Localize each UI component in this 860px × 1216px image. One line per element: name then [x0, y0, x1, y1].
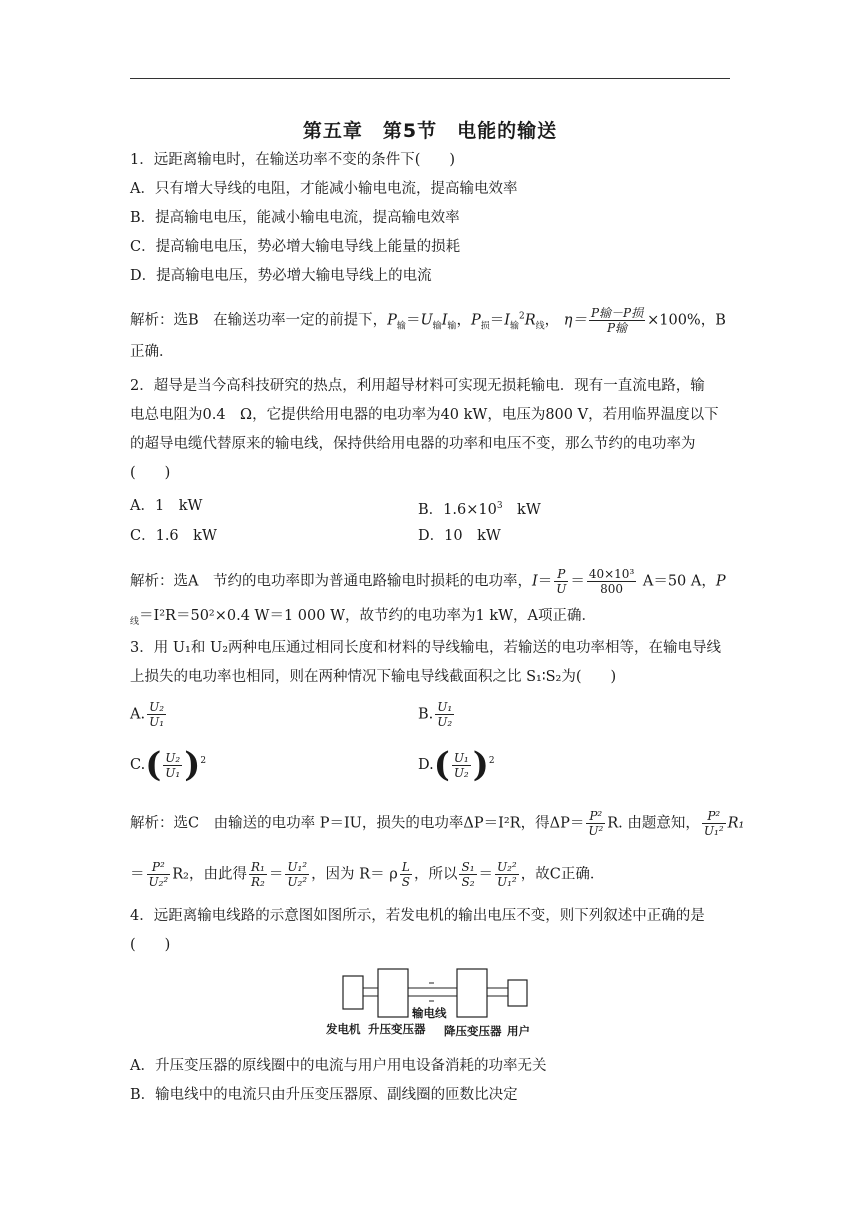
fraction-denominator: U₂ — [437, 715, 453, 729]
option-label: D. — [418, 757, 434, 773]
q3-answer-text: ，故C正确． — [520, 866, 605, 883]
q1-comma: ， — [544, 312, 560, 329]
q1-option-b: B．提高输电电压，能减小输电电流，提高输电效率 — [130, 210, 460, 226]
q3-answer-line2 — [130, 860, 604, 889]
q1-var: I — [441, 312, 448, 329]
q1-option-c: C．提高输电电压，势必增大输电导线上能量的损耗 — [130, 239, 461, 255]
page-title: 第五章 第5节 电能的输送 — [302, 120, 558, 142]
left-paren: ( — [433, 745, 450, 785]
q1-var: I — [504, 312, 510, 329]
q2-option-a: A．1 kW — [130, 498, 203, 514]
q4-option-a: A．升压变压器的原线圈中的电流与用户用电设备消耗的功率无关 — [130, 1058, 547, 1074]
q1-sub: 线 — [535, 321, 545, 332]
q1-efficiency-fraction — [589, 306, 645, 335]
fraction-denominator: U₂² — [287, 875, 308, 889]
fraction-numerator: P — [554, 567, 568, 582]
q3-option-a-fraction — [147, 700, 166, 729]
q3-answer-end: R₁ — [727, 815, 745, 832]
q1-comma: ， — [456, 312, 471, 329]
q1-var: P — [387, 312, 397, 329]
q1-sub: 输 — [447, 321, 457, 332]
transmission-diagram — [320, 965, 540, 1049]
q3-fraction — [147, 860, 171, 889]
fraction-denominator: U₁² — [703, 824, 724, 838]
q2-var: P — [715, 573, 726, 590]
q1-answer-line1: 解析：选B 在输送功率一定的前提下，$P_输=U_输I_输$，$P_损=I_输^2R_线$， η＝ $\frac{\text{P输－P损}}{\text{P输}}$ ×100%，B — [130, 306, 726, 335]
q3-answer-text: ，因为 R＝ ρ — [311, 866, 398, 883]
q4-stem-line2: ( ) — [130, 937, 171, 953]
q2-option-b — [418, 496, 541, 520]
fraction-numerator: U₁² — [287, 860, 308, 874]
right-paren: ) — [184, 745, 201, 785]
fraction-numerator: P² — [586, 809, 605, 824]
fraction-denominator: S₂ — [461, 875, 475, 889]
fraction-numerator: U₂² — [497, 860, 517, 874]
fraction-numerator: L — [400, 860, 412, 875]
fraction-numerator: U₂ — [149, 700, 165, 714]
q1-sub: 输 — [396, 321, 406, 332]
q3-answer-text: ，所以 — [413, 866, 458, 883]
q2-option-b-exp: 3 — [496, 501, 503, 511]
header-rule — [130, 78, 730, 79]
q1-option-a: A．只有增大导线的电阻，才能减小输电电流，提高输电效率 — [130, 181, 518, 197]
q1-var: R — [524, 312, 536, 329]
exponent: 2 — [488, 756, 495, 767]
fraction-numerator: P² — [702, 809, 726, 824]
q1-answer-tail: ×100%，B — [647, 312, 726, 329]
q1-eta: η＝ — [563, 312, 587, 329]
q1-var: P — [470, 312, 481, 329]
label-generator: 发电机 — [326, 1022, 361, 1036]
q3-answer-line1 — [130, 809, 744, 838]
label-transmission-line: 输电线 — [412, 1006, 447, 1020]
q3-fraction — [400, 860, 412, 889]
q1-stem: 1．远距离输电时，在输送功率不变的条件下( ) — [130, 152, 456, 168]
q1-sub: 输 — [509, 321, 519, 332]
q1-eq: ＝ — [489, 312, 505, 329]
option-label: B. — [418, 706, 434, 723]
q2-var: I — [531, 573, 538, 590]
option-label: C. — [130, 757, 146, 773]
q2-option-c: C．1.6 kW — [130, 528, 217, 544]
q3-fraction — [459, 860, 476, 889]
fraction-denominator: R₂ — [250, 875, 265, 889]
q3-option-b — [418, 700, 456, 729]
q1-eq: ＝ — [405, 312, 421, 329]
right-paren: ) — [472, 745, 489, 785]
q3-eq: ＝ — [268, 866, 284, 883]
fraction-numerator: R₁ — [250, 860, 265, 874]
q2-option-b-text: B．1.6×10 — [418, 501, 497, 518]
left-paren: ( — [145, 745, 162, 785]
label-step-down-transformer: 降压变压器 — [444, 1024, 502, 1038]
option-label: A. — [130, 706, 146, 723]
q2-option-d: D．10 kW — [418, 528, 501, 544]
q2-option-b-unit: kW — [502, 501, 541, 518]
fraction-numerator: P² — [147, 860, 171, 875]
q2-answer-prefix: 解析：选A 节约的电功率即为普通电路输电时损耗的电功率， — [130, 573, 532, 590]
q3-fraction — [285, 860, 309, 889]
fraction-numerator: P输－P损 — [590, 306, 644, 320]
q1-sub: 损 — [480, 321, 490, 332]
q3-option-c-fraction — [163, 751, 182, 780]
q2-eq: ＝ — [570, 573, 585, 590]
label-user: 用户 — [507, 1024, 530, 1038]
q3-answer-mid: R. 由题意知， — [607, 815, 700, 832]
q3-option-c — [130, 745, 207, 785]
q3-answer-text: R₂，由此得 — [172, 866, 247, 883]
q2-stem-line3: 的超导电缆代替原来的输电线，保持供给用电器的功率和电压不变，那么节约的电功率为 — [130, 436, 696, 452]
fraction-numerator: 40×10³ — [588, 567, 635, 581]
q2-answer-line1 — [130, 567, 726, 596]
q3-fraction — [495, 860, 519, 889]
q2-answer-current: A＝50 A， — [642, 573, 716, 590]
q3-stem-line1: 3．用 U₁和 U₂两种电压通过相同长度和材料的导线输电，若输送的电功率相等，在输电导线 — [130, 640, 722, 656]
fraction-denominator: 800 — [600, 582, 623, 596]
q2-fraction-values — [587, 567, 636, 596]
q3-fraction — [249, 860, 267, 889]
q2-fraction-pu — [554, 567, 568, 596]
q3-option-d-fraction — [452, 751, 471, 780]
q3-eq: ＝ — [130, 866, 145, 883]
q2-stem-line2: 电总电阻为0.4 Ω，它提供给用电器的电功率为40 kW，电压为800 V，若用临界温度以下 — [130, 407, 719, 423]
q1-answer-line2: 正确． — [130, 344, 174, 360]
q1-var: U — [420, 312, 433, 329]
fraction-denominator: S — [401, 875, 410, 889]
q4-option-b: B．输电线中的电流只由升压变压器原、副线圈的匝数比决定 — [130, 1087, 518, 1103]
q3-option-d — [418, 745, 495, 785]
label-step-up-transformer: 升压变压器 — [368, 1022, 426, 1036]
fraction-denominator: U₁ — [165, 765, 181, 780]
q3-eq: ＝ — [478, 866, 493, 883]
q1-option-d: D．提高输电电压，势必增大输电导线上的电流 — [130, 268, 432, 284]
q2-answer-line2 — [130, 606, 596, 632]
fraction-numerator: U₂ — [165, 750, 181, 765]
fraction-denominator: U₂ — [453, 765, 469, 780]
q3-fraction — [702, 809, 726, 838]
fraction-denominator: U — [556, 582, 567, 596]
fraction-denominator: U₁ — [149, 715, 165, 729]
q1-answer-prefix: 解析：选B 在输送功率一定的前提下， — [130, 312, 388, 329]
q3-option-a — [130, 700, 168, 729]
fraction-denominator: U² — [588, 824, 604, 838]
q3-answer-prefix: 解析：选C 由输送的电功率 P＝IU，损失的电功率ΔP＝I²R，得ΔP＝ — [130, 815, 585, 832]
fraction-denominator: P输 — [606, 321, 628, 335]
q2-answer-text: ＝I²R＝50²×0.4 W＝1 000 W，故节约的电功率为1 kW，A项正确． — [139, 608, 596, 624]
q2-sub: 线 — [130, 616, 140, 627]
q2-stem-line4: ( ) — [130, 465, 171, 481]
fraction-denominator: U₂² — [148, 875, 169, 889]
fraction-numerator: U₁ — [437, 700, 453, 714]
q3-stem-line2: 上损失的电功率也相同，则在两种情况下输电导线截面积之比 S₁∶S₂为( ) — [130, 669, 617, 685]
q1-sub: 输 — [432, 321, 442, 332]
q3-fraction — [586, 809, 605, 838]
q2-stem-line1: 2．超导是当今高科技研究的热点，利用超导材料可实现无损耗输电．现有一直流电路，输 — [130, 378, 705, 394]
q2-eq: ＝ — [537, 573, 553, 590]
fraction-numerator: S₁ — [461, 860, 475, 874]
q4-stem-line1: 4．远距离输电线路的示意图如图所示，若发电机的输出电压不变，则下列叙述中正确的是 — [130, 908, 705, 924]
fraction-numerator: U₁ — [453, 750, 469, 765]
fraction-denominator: U₁² — [497, 875, 517, 889]
exponent: 2 — [200, 756, 207, 767]
q3-option-b-fraction — [435, 700, 454, 729]
